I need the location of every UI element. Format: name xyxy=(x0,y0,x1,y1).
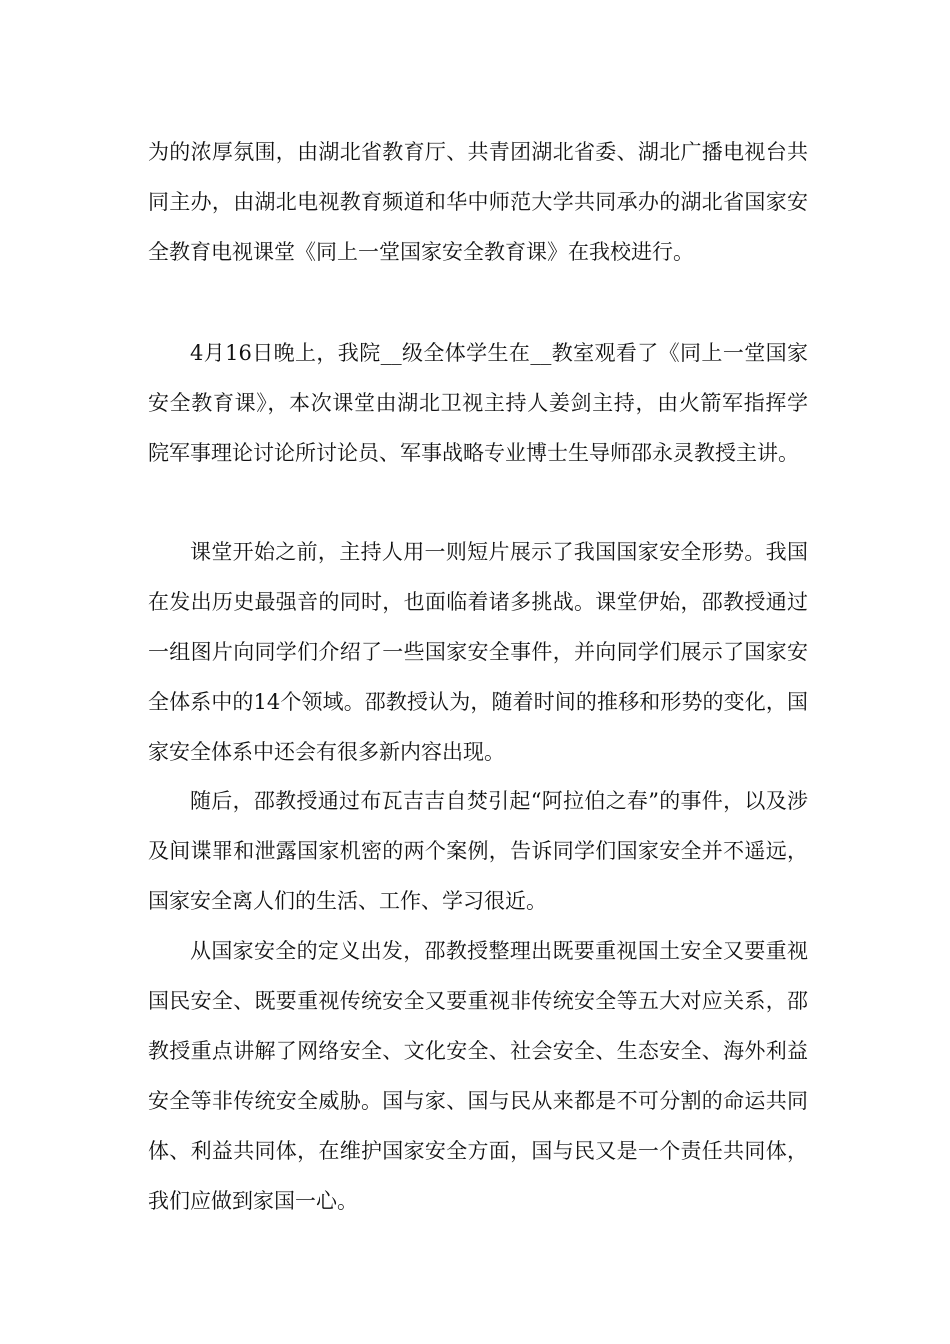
paragraph-event: 4月16日晚上，我院__级全体学生在__教室观看了《同上一堂国家安全教育课》，本次课堂由湖北卫视主持人姜剑主持，由火箭军指挥学院军事理论讨论所讨论员、军事战略专业博士生导师邵永灵教授主讲。 xyxy=(148,341,808,465)
paragraph-lecture-start: 课堂开始之前，主持人用一则短片展示了我国国家安全形势。我国在发出历史最强音的同时，也面临着诸多挑战。课堂伊始，邵教授通过一组图片向同学们介绍了一些国家安全事件，并向同学们展示了国家安全体系中的14个领域。邵教授认为，随着时间的推移和形势的变化，国家安全体系中还会有很多新内容出现。 xyxy=(148,540,808,764)
paragraph-intro: 为的浓厚氛围，由湖北省教育厅、共青团湖北省委、湖北广播电视台共同主办，由湖北电视教育频道和华中师范大学共同承办的湖北省国家安全教育电视课堂《同上一堂国家安全教育课》在我校进行。 xyxy=(148,140,808,264)
paragraph-definition: 从国家安全的定义出发，邵教授整理出既要重视国土安全又要重视国民安全、既要重视传统安全又要重视非传统安全等五大对应关系，邵教授重点讲解了网络安全、文化安全、社会安全、生态安全、海外利益安全等非传统安全威胁。国与家、国与民从来都是不可分割的命运共同体、利益共同体，在维护国家安全方面，国与民又是一个责任共同体，我们应做到家国一心。 xyxy=(148,939,808,1213)
paragraph-cases: 随后，邵教授通过布瓦吉吉自焚引起“阿拉伯之春”的事件，以及涉及间谍罪和泄露国家机密的两个案例，告诉同学们国家安全并不遥远，国家安全离人们的生活、工作、学习很近。 xyxy=(148,789,808,913)
